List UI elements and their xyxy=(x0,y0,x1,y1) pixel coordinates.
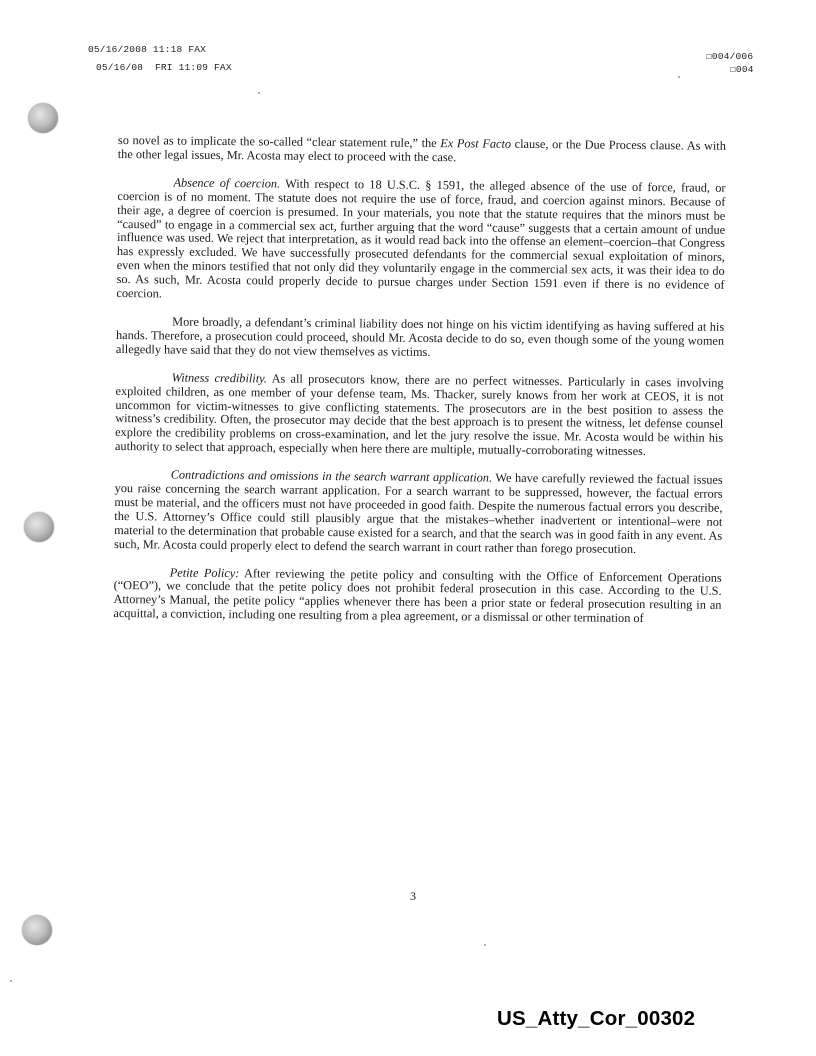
fax-header-line-1: 05/16/2008 11:18 FAX xyxy=(88,44,207,55)
paragraph-indent xyxy=(118,186,174,187)
punch-hole-bottom xyxy=(22,915,52,945)
paragraph xyxy=(113,566,722,627)
italic-text: Ex Post Facto xyxy=(440,136,512,151)
paragraph xyxy=(115,371,724,460)
paragraph-heading: Petite Policy: xyxy=(169,565,240,580)
paragraph-text: clause, or the Due Process clause. As with the other legal issues, Mr. Acosta may elect to proceed with the case. xyxy=(117,136,726,165)
paragraph xyxy=(116,315,724,363)
paragraph xyxy=(114,468,723,557)
scan-speck xyxy=(10,980,12,982)
paragraph-indent xyxy=(116,325,172,326)
fax-page-number: ☐004 xyxy=(730,64,754,75)
scan-speck xyxy=(484,944,486,946)
paragraph-text: After reviewing the petite policy and consulting with the Office of Enforcement Operations (“OEO”), we conclude that the petite policy does not prohibit federal prosecution in this case. According to the U.S. Attorney’s Manual, the petite policy “applies whenever there has been a prior state or federal prosecution resulting in an acquittal, a conviction, including one resulting from a plea agreement, or a dismissal or other termination of xyxy=(113,565,722,626)
fax-page-count: ☐004/006 xyxy=(706,51,754,62)
paragraph-heading: Absence of coercion. xyxy=(173,175,281,191)
paragraph-text: With respect to 18 U.S.C. § 1591, the alleged absence of the use of force, fraud, or coercion is of no moment. The statute does not require the use of force, fraud, and coercion against minors. Because of their age, a degree of coercion is presumed. In your materials, you note that the statute requires that the minors must be “caused” to engage in a commercial sex act, further arguing that the word “cause” suggests that a certain amount of undue influence was used. We reject that interpretation, as it would read back into the offense an element–coercion–that Congress has expressly excluded. We have successfully prosecuted defendants for the commercial sexual exploitation of minors, even when the minors testified that not only did they voluntarily engage in the commercial sex acts, it was their idea to do so. As such, Mr. Acosta could properly decide to pursue charges under Section 1591 even if there is no evidence of coercion. xyxy=(116,176,726,301)
paragraph-indent xyxy=(114,576,170,577)
letter-body xyxy=(113,134,726,641)
scan-speck xyxy=(258,92,260,94)
punch-hole-top xyxy=(28,103,58,133)
paragraph xyxy=(118,134,726,168)
fax-header-line-2: 05/16/08 FRI 11:09 FAX xyxy=(96,62,232,73)
paragraph-heading: Witness credibility. xyxy=(171,370,268,386)
punch-hole-middle xyxy=(24,512,54,542)
paragraph xyxy=(116,176,725,307)
bates-number: US_Atty_Cor_00302 xyxy=(497,1007,696,1030)
paragraph-text: More broadly, a defendant’s criminal liability does not hinge on his victim identifying as having suffered at his hands. Therefore, a prosecution could proceed, should Mr. Acosta decide to do so, even though some of the young women allegedly have said that they do not view themselves as victims. xyxy=(115,314,725,359)
paragraph-text: We have carefully reviewed the factual issues you raise concerning the search warrant application. For a search warrant to be suppressed, however, the factual errors must be material, and the officers must not have proceeded in good faith. Despite the numerous factual errors you describe, the U.S. Attorney’s Office could still plausibly argue that the mistakes–whether inadvertent or intentional–were not material to the determination that probable cause existed for a search, and that the search was in good faith in any event. As such, Mr. Acosta could properly elect to defend the search warrant in court rather than forego prosecution. xyxy=(114,470,723,556)
scan-speck xyxy=(678,76,680,78)
paragraph-heading: Contradictions and omissions in the search warrant application. xyxy=(170,467,493,485)
page-number: 3 xyxy=(410,889,416,903)
paragraph-text: As all prosecutors know, there are no perfect witnesses. Particularly in cases involving exploited children, as one member of your defense team, Ms. Thacker, surely knows from her work at CEOS, it is not uncommon for victim-witnesses to give conflicting statements. The prosecutors are in the best position to assess the witness’s credibility. Often, the prosecutor may decide that the best approach is to present the witness, let defense counsel explore the credibility problems on cross-examination, and let the jury resolve the issue. Mr. Acosta would be within his authority to select that approach, especially when here there are multiple, mutually-corroborating witnesses. xyxy=(114,371,724,459)
paragraph-text: so novel as to implicate the so-called “clear statement rule,” the xyxy=(117,133,441,151)
paragraph-indent xyxy=(115,478,171,479)
paragraph-indent xyxy=(116,381,172,382)
